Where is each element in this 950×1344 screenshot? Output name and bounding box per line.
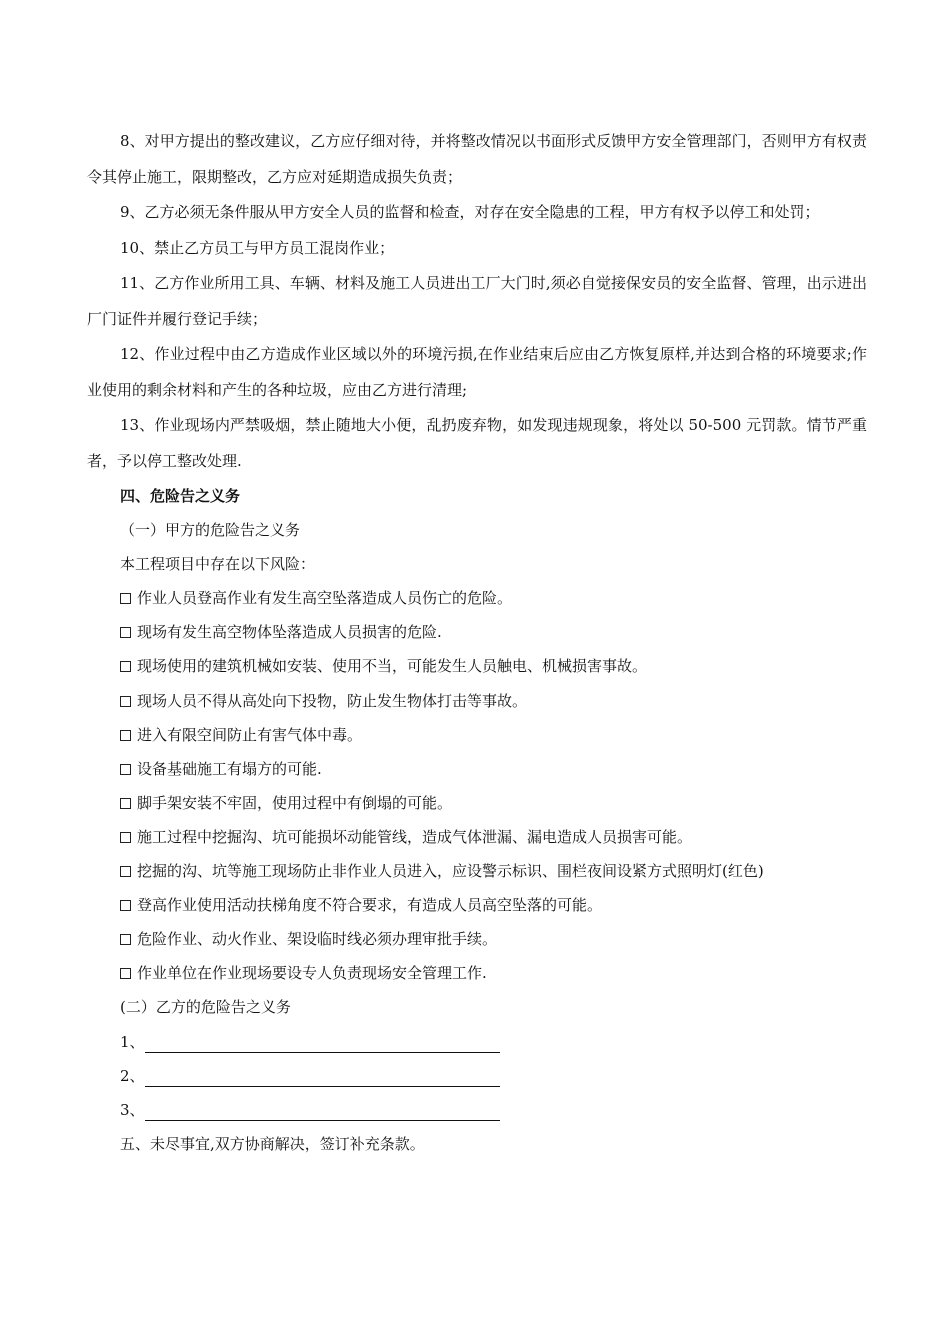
blank-line-2: [87, 1059, 867, 1093]
checkbox-icon[interactable]: [120, 900, 131, 911]
risk-text: 设备基础施工有塌方的可能.: [137, 759, 322, 778]
clause-10: 10、禁止乙方员工与甲方员工混岗作业；: [120, 238, 395, 257]
risk-item: [87, 649, 867, 683]
section-5-text: 五、未尽事宜,双方协商解决，签订补充条款。: [120, 1134, 425, 1153]
risk-item: [87, 888, 867, 922]
risk-text: 现场有发生高空物体坠落造成人员损害的危险.: [137, 623, 442, 642]
risk-item: [87, 922, 867, 956]
checkbox-icon[interactable]: [120, 866, 131, 877]
checkbox-icon[interactable]: [120, 798, 131, 809]
risk-item: [87, 581, 867, 615]
risk-text: 施工过程中挖掘沟、坑可能损坏动能管线，造成气体泄漏、漏电造成人员损害可能。: [137, 827, 693, 846]
document-page: [87, 124, 867, 1161]
checkbox-icon[interactable]: [120, 627, 131, 638]
risk-text: 挖掘的沟、坑等施工现场防止非作业人员进入，应设警示标识、围栏夜间设紧方式照明灯(红色): [137, 862, 764, 881]
blank-number: 1、: [120, 1032, 145, 1051]
blank-number: 2、: [120, 1066, 145, 1085]
checkbox-icon[interactable]: [120, 764, 131, 775]
risk-text: 作业人员登高作业有发生高空坠落造成人员伤亡的危险。: [137, 589, 513, 608]
blank-line-3: [87, 1093, 867, 1127]
risk-item: [87, 820, 867, 854]
fill-in-blank[interactable]: [145, 1032, 500, 1053]
clause-12: 12、作业过程中由乙方造成作业区域以外的环境污损,在作业结束后应由乙方恢复原样,并达到合格的环境要求;作业使用的剩余材料和产生的各种垃圾，应由乙方进行清理;: [87, 345, 867, 399]
fill-in-blank[interactable]: [145, 1066, 500, 1087]
fill-in-blank[interactable]: [145, 1100, 500, 1121]
risk-text: 进入有限空间防止有害气体中毒。: [137, 725, 363, 744]
subsection-2-title: (二）乙方的危险告之义务: [120, 998, 291, 1017]
section-4-heading: 四、危险告之义务: [120, 487, 241, 505]
checkbox-icon[interactable]: [120, 934, 131, 945]
checkbox-icon[interactable]: [120, 696, 131, 707]
checkbox-icon[interactable]: [120, 832, 131, 843]
risk-item: [87, 718, 867, 752]
risk-text: 现场人员不得从高处向下投物，防止发生物体打击等事故。: [137, 691, 528, 710]
blank-line-1: [87, 1025, 867, 1059]
risk-item: [87, 752, 867, 786]
risk-list: [87, 581, 867, 990]
checkbox-icon[interactable]: [120, 661, 131, 672]
blank-number: 3、: [120, 1100, 145, 1119]
clause-9: 9、乙方必须无条件服从甲方安全人员的监督和检查，对存在安全隐患的工程，甲方有权予以停工和处罚；: [120, 203, 820, 221]
clause-8: 8、对甲方提出的整改建议，乙方应仔细对待，并将整改情况以书面形式反馈甲方安全管理部门，否则甲方有权责令其停止施工，限期整改，乙方应对延期造成损失负责；: [87, 132, 867, 186]
risk-item: [87, 786, 867, 820]
risk-text: 危险作业、动火作业、架设临时线必须办理审批手续。: [137, 930, 498, 949]
risk-item: [87, 854, 867, 888]
risk-item: [87, 684, 867, 718]
risk-text: 作业单位在作业现场要设专人负责现场安全管理工作.: [137, 964, 487, 983]
risk-item: [87, 956, 867, 990]
checkbox-icon[interactable]: [120, 730, 131, 741]
subsection-1-title: （一）甲方的危险告之义务: [120, 521, 301, 540]
risk-text: 登高作业使用活动扶梯角度不符合要求，有造成人员高空坠落的可能。: [137, 896, 603, 915]
risk-item: [87, 615, 867, 649]
risk-text: 脚手架安装不牢固，使用过程中有倒塌的可能。: [137, 793, 453, 812]
risk-text: 现场使用的建筑机械如安装、使用不当，可能发生人员触电、机械损害事故。: [137, 657, 648, 676]
clause-13: 13、作业现场内严禁吸烟，禁止随地大小便，乱扔废弃物，如发现违规现象，将处以 50-500 元罚款。情节严重者，予以停工整改处理.: [87, 416, 867, 470]
checkbox-icon[interactable]: [120, 593, 131, 604]
checkbox-icon[interactable]: [120, 968, 131, 979]
clause-11: 11、乙方作业所用工具、车辆、材料及施工人员进出工厂大门时,须必自觉接保安员的安全监督、管理，出示进出厂门证件并履行登记手续；: [87, 274, 867, 328]
risk-intro: 本工程项目中存在以下风险：: [120, 555, 316, 574]
